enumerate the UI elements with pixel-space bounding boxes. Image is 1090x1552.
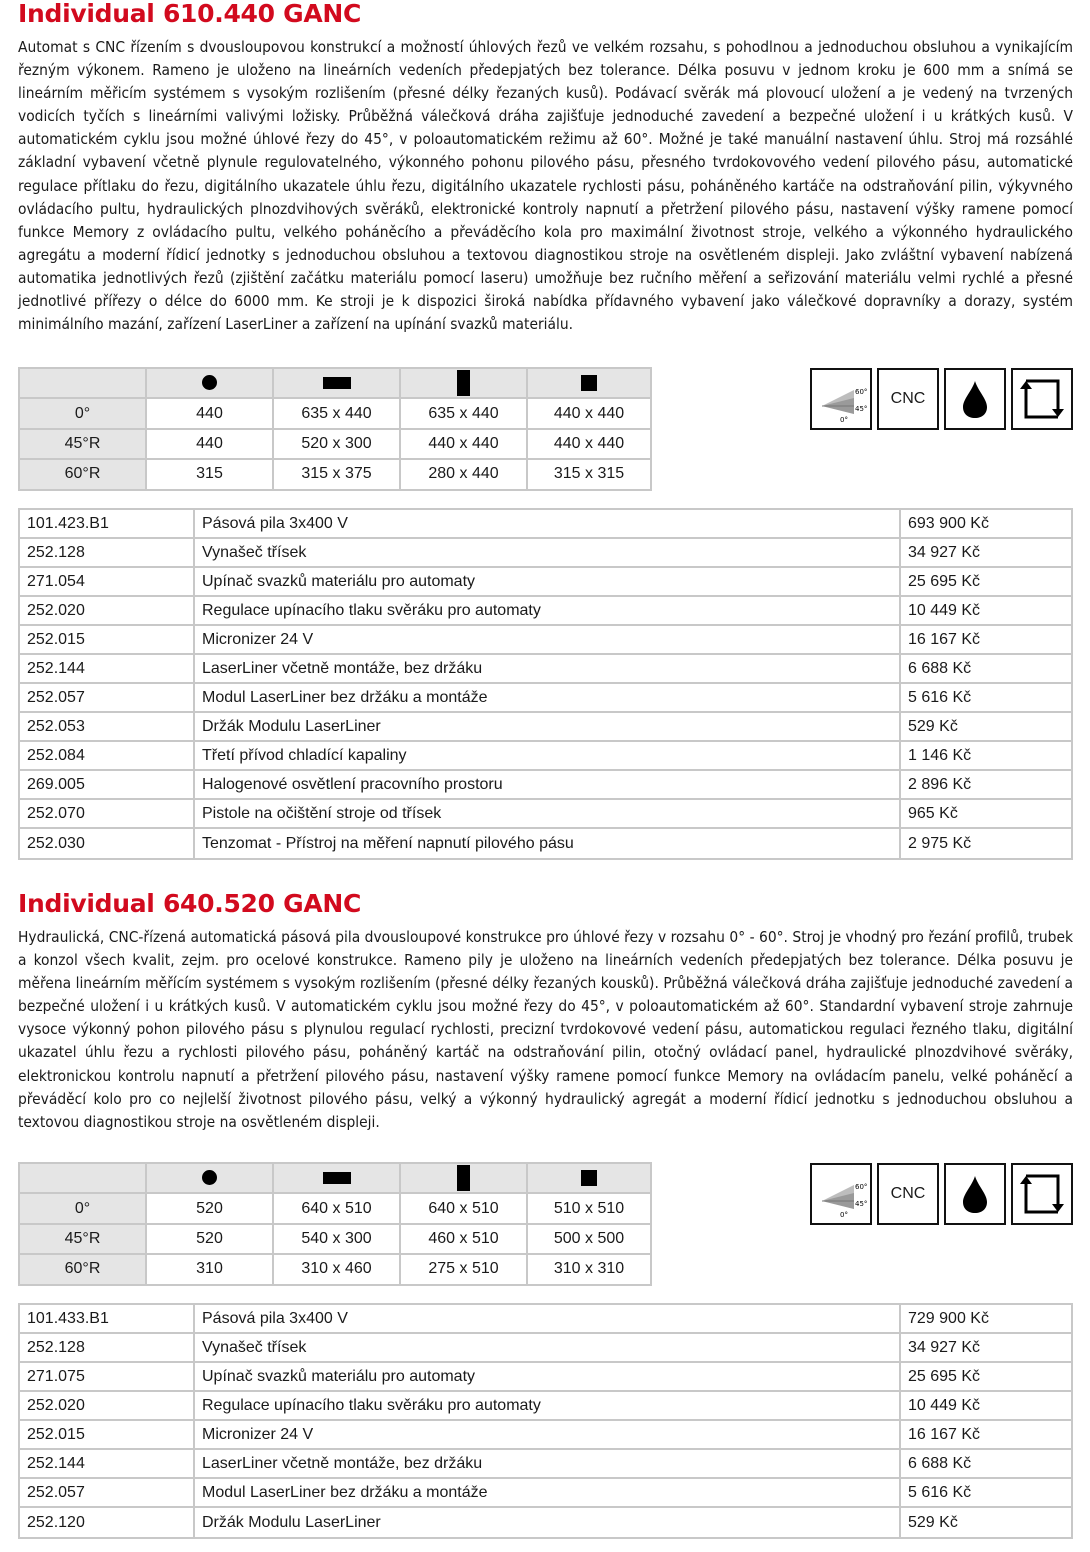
capacity-cell: 440 x 440 — [528, 430, 650, 460]
capacity-cell: 310 — [147, 1255, 274, 1283]
item-code: 252.120 — [20, 1508, 195, 1537]
miter-angle-icon — [810, 1163, 872, 1225]
capacity-cell: 640 x 510 — [274, 1194, 401, 1224]
price-row — [20, 1421, 1071, 1450]
capacity-angle: 45°R — [20, 1225, 147, 1255]
capacity-cell: 315 — [147, 460, 274, 488]
capacity-cell: 460 x 510 — [401, 1225, 528, 1255]
item-price: 693 900 Kč — [901, 510, 1071, 539]
price-row — [20, 771, 1071, 800]
item-name: Držák Modulu LaserLiner — [195, 713, 901, 742]
capacity-cell: 440 — [147, 430, 274, 460]
coolant-drop-icon — [944, 368, 1006, 430]
item-name: Držák Modulu LaserLiner — [195, 1508, 901, 1537]
item-code: 252.057 — [20, 684, 195, 713]
cnc-badge: CNC — [877, 1163, 939, 1225]
item-price: 16 167 Kč — [901, 626, 1071, 655]
item-code: 252.144 — [20, 1450, 195, 1479]
coolant-drop-icon — [944, 1163, 1006, 1225]
round-bar-icon — [147, 369, 274, 399]
price-row — [20, 1305, 1071, 1334]
item-name: Micronizer 24 V — [195, 1421, 901, 1450]
product-description: Automat s CNC řízením s dvousloupovou konstrukcí a možností úhlových řezů ve velkém rozsahu, s pohodlnou a jednoduchou obsluhou a vynikajícím řezným výkonem. Rameno je uloženo na lineárních vedeních předepjatých bez tolerance. Délka posuvu v jednom kroku je 600 mm a snímá se lineárním měřicím systémem s vysokým rozlišením (přesné délky řezaných kusů). Podávací svěrák má plovoucí uložení a je vedený na tvrzených vodicích tyčích s lineárními valivými ložisky. Průběžná válečková dráha zajišťuje jednoduché zavedení a bezpečné uložení i u krátkých kusů. V automatickém cyklu jsou možné úhlové řezy do 45°, v poloautomatickém režimu až 60°. Možné je také manuální nastavení úhlu. Stroj má rozsáhlé základní vybavení včetně plynule regulovatelného, výkonného pohonu pilového pásu, přesného tvrdokovového vedení pilového pásu, automatické regulace přítlaku do řezu, digitálního ukazatele úhlu řezu, digitálního ukazatele rychlosti pásu, poháněného kartáče na odstraňování pilin, výkyvného ovládacího pultu, hydraulických plnozdvihových svěráků, elektronické kontroly napnutí a přetržení pilového pásu, nastavení výšky ramene pomocí funkce Memory z ovládacího pultu, velkého poháněcího a převáděcího kola pro maximální životnost stroje, velkého a výkonného hydraulického agregátu a moderní řídicí jednotky s jednoduchou obsluhou a textovou diagnostikou stroje na osvětleném displeji. Jako zvláštní vybavení nabízená automatika jednotlivých řezů (zjištění začátku materiálu pomocí laseru) umožňuje bez ručního měření a seřizování materiálu velmi rychlé a přesné jednotlivé přířezy o délce do 6000 mm. Ke stroji je k dispozici široká nabídka přídavného vybavení jako válečkové dopravníky a dorazy, systém minimálního mazání, zařízení LaserLiner a zařízení na upínání svazků materiálu. — [18, 38, 1073, 334]
price-row — [20, 597, 1071, 626]
capacity-cell: 275 x 510 — [401, 1255, 528, 1283]
capacity-angle: 0° — [20, 399, 147, 429]
price-row — [20, 1363, 1071, 1392]
price-row — [20, 1392, 1071, 1421]
item-price: 529 Kč — [908, 1513, 958, 1531]
item-code: 271.054 — [20, 568, 195, 597]
feature-icons — [810, 368, 1073, 430]
capacity-cell: 280 x 440 — [401, 460, 528, 488]
capacity-row — [20, 399, 650, 429]
item-code: 269.005 — [20, 771, 195, 800]
capacity-cell: 635 x 440 — [401, 399, 528, 429]
item-code: 101.423.B1 — [20, 510, 195, 539]
capacity-angle: 0° — [20, 1194, 147, 1224]
product-section-610-440 — [18, 0, 1073, 880]
item-name: Modul LaserLiner bez držáku a montáže — [195, 1479, 901, 1508]
item-price: 529 Kč — [901, 713, 1071, 742]
capacity-angle: 60°R — [20, 1255, 147, 1283]
price-row — [20, 829, 1071, 858]
item-code: 252.144 — [20, 655, 195, 684]
item-name: Modul LaserLiner bez držáku a montáže — [195, 684, 901, 713]
item-name: Upínač svazků materiálu pro automaty — [195, 568, 901, 597]
capacity-cell: 635 x 440 — [274, 399, 401, 429]
item-price: 5 616 Kč — [901, 1479, 1071, 1508]
item-code: 252.053 — [20, 713, 195, 742]
angle-label-45: 45° — [855, 405, 868, 413]
item-code: 252.084 — [20, 742, 195, 771]
capacity-cell: 310 x 310 — [553, 1260, 625, 1278]
item-name: Vynašeč třísek — [195, 539, 901, 568]
capacity-angle: 60°R — [20, 460, 147, 488]
item-price: 1 146 Kč — [901, 742, 1071, 771]
capacity-cell: 520 x 300 — [274, 430, 401, 460]
capacity-row — [20, 460, 650, 488]
flat-rectangle-icon — [274, 1164, 401, 1194]
price-row — [20, 800, 1071, 829]
item-price: 34 927 Kč — [901, 1334, 1071, 1363]
item-name: Regulace upínacího tlaku svěráku pro automaty — [195, 1392, 901, 1421]
price-row — [20, 742, 1071, 771]
price-row — [20, 1334, 1071, 1363]
item-code: 252.128 — [20, 1334, 195, 1363]
square-icon — [528, 369, 650, 399]
item-price: 10 449 Kč — [901, 597, 1071, 626]
item-price: 2 975 Kč — [908, 834, 972, 852]
angle-label-60: 60° — [855, 388, 868, 396]
item-code: 101.433.B1 — [20, 1305, 195, 1334]
capacity-header-row — [20, 1164, 650, 1194]
item-name: Pistole na očištění stroje od třísek — [195, 800, 901, 829]
item-price: 10 449 Kč — [901, 1392, 1071, 1421]
capacity-cell: 440 x 440 — [528, 399, 650, 429]
price-row — [20, 539, 1071, 568]
item-name: Upínač svazků materiálu pro automaty — [195, 1363, 901, 1392]
item-price: 25 695 Kč — [901, 1363, 1071, 1392]
item-price: 6 688 Kč — [901, 655, 1071, 684]
angle-label-60: 60° — [855, 1183, 868, 1191]
item-name: Pásová pila 3x400 V — [195, 510, 901, 539]
item-name: Tenzomat - Přístroj na měření napnutí pilového pásu — [195, 829, 901, 858]
price-list-table — [18, 508, 1073, 860]
capacity-cell: 315 x 375 — [274, 460, 401, 488]
item-name: LaserLiner včetně montáže, bez držáku — [195, 655, 901, 684]
price-row — [20, 1450, 1071, 1479]
item-code: 252.128 — [20, 539, 195, 568]
automatic-cycle-icon — [1011, 368, 1073, 430]
capacity-header-corner — [20, 369, 147, 399]
angle-label-0: 0° — [840, 1211, 848, 1219]
feature-icons — [810, 1163, 1073, 1225]
product-section-640-520 — [18, 890, 1073, 1552]
item-price: 25 695 Kč — [901, 568, 1071, 597]
item-code: 252.015 — [20, 626, 195, 655]
price-row — [20, 568, 1071, 597]
item-price: 2 896 Kč — [901, 771, 1071, 800]
item-price: 965 Kč — [901, 800, 1071, 829]
price-row — [20, 1508, 1071, 1537]
capacity-cell: 540 x 300 — [274, 1225, 401, 1255]
item-name: Třetí přívod chladící kapaliny — [195, 742, 901, 771]
price-row — [20, 655, 1071, 684]
item-code: 252.020 — [20, 1392, 195, 1421]
capacity-cell: 520 — [147, 1194, 274, 1224]
capacity-cell: 520 — [147, 1225, 274, 1255]
price-row — [20, 626, 1071, 655]
angle-label-0: 0° — [840, 416, 848, 424]
item-code: 252.070 — [20, 800, 195, 829]
upright-rectangle-icon — [401, 369, 528, 399]
price-row — [20, 684, 1071, 713]
capacity-cell: 510 x 510 — [528, 1194, 650, 1224]
cutting-capacity-table — [18, 367, 652, 491]
upright-rectangle-icon — [401, 1164, 528, 1194]
item-code: 252.015 — [20, 1421, 195, 1450]
round-bar-icon — [147, 1164, 274, 1194]
item-price: 729 900 Kč — [901, 1305, 1071, 1334]
price-row — [20, 510, 1071, 539]
capacity-header-row — [20, 369, 650, 399]
capacity-header-corner — [20, 1164, 147, 1194]
item-price: 6 688 Kč — [901, 1450, 1071, 1479]
capacity-row — [20, 1255, 650, 1283]
item-name: Micronizer 24 V — [195, 626, 901, 655]
product-title: Individual 610.440 GANC — [18, 0, 362, 28]
capacity-cell: 440 — [147, 399, 274, 429]
item-price: 5 616 Kč — [901, 684, 1071, 713]
price-row — [20, 713, 1071, 742]
item-name: Pásová pila 3x400 V — [195, 1305, 901, 1334]
capacity-angle: 45°R — [20, 430, 147, 460]
item-name: Vynašeč třísek — [195, 1334, 901, 1363]
capacity-cell: 500 x 500 — [528, 1225, 650, 1255]
capacity-cell: 640 x 510 — [401, 1194, 528, 1224]
item-price: 34 927 Kč — [901, 539, 1071, 568]
item-name: Halogenové osvětlení pracovního prostoru — [195, 771, 901, 800]
cutting-capacity-table — [18, 1162, 652, 1286]
capacity-cell: 440 x 440 — [401, 430, 528, 460]
miter-angle-icon — [810, 368, 872, 430]
angle-label-45: 45° — [855, 1200, 868, 1208]
price-list-table — [18, 1303, 1073, 1539]
item-price: 16 167 Kč — [901, 1421, 1071, 1450]
product-title: Individual 640.520 GANC — [18, 889, 362, 918]
cnc-badge: CNC — [877, 368, 939, 430]
item-code: 252.057 — [20, 1479, 195, 1508]
square-icon — [528, 1164, 650, 1194]
price-row — [20, 1479, 1071, 1508]
item-name: LaserLiner včetně montáže, bez držáku — [195, 1450, 901, 1479]
item-code: 252.030 — [20, 829, 195, 858]
capacity-cell: 310 x 460 — [274, 1255, 401, 1283]
item-code: 252.020 — [20, 597, 195, 626]
capacity-cell: 315 x 315 — [553, 465, 625, 483]
item-name: Regulace upínacího tlaku svěráku pro automaty — [195, 597, 901, 626]
capacity-row — [20, 430, 650, 460]
product-description: Hydraulická, CNC-řízená automatická pásová pila dvousloupové konstrukce pro úhlové řezy v rozsahu 0° - 60°. Stroj je vhodný pro řezání profilů, trubek a konzol všech kvalit, zejm. pro ocelové konstrukce. Rameno pily je uloženo na lineárních vedeních předepjatých bez tolerance. Délka posuvu je měřena lineárním měřícím systémem s vysokým rozlišením (přesné délky řezaných kousků). Průběžná válečková dráha zajišťuje jednoduché zavedení a bezpečné uložení i u krátkých kusů. V automatickém cyklu jsou možné řezy do 45°, v poloautomatickém až 60°. Standardní vybavení stroje zahrnuje vysoce výkonný pohon pilového pásu s plynulou regulací rychlosti, precizní tvrdokovové vedení pásu, automatickou regulaci řezného tlaku, digitální ukazatel úhlu řezu a rychlosti pilového pásu, poháněný kartáč na odstraňování pilin, otočný ovládací panel, hydraulické plnozdvihové svěráky, elektronickou kontrolu napnutí a přetržení pilového pásu, nastavení výšky ramene pomocí funkce Memory na ovládacím panelu, velké poháněcí a převáděcí kolo pro co nejlelší životnost pilového pásu, velký a výkonný hydraulický agregát a moderní řídicí jednotku s jednoduchou obsluhou a textovou diagnostikou stroje na osvětleném displeji. — [18, 928, 1073, 1131]
flat-rectangle-icon — [274, 369, 401, 399]
capacity-row — [20, 1194, 650, 1224]
item-code: 271.075 — [20, 1363, 195, 1392]
automatic-cycle-icon — [1011, 1163, 1073, 1225]
capacity-row — [20, 1225, 650, 1255]
